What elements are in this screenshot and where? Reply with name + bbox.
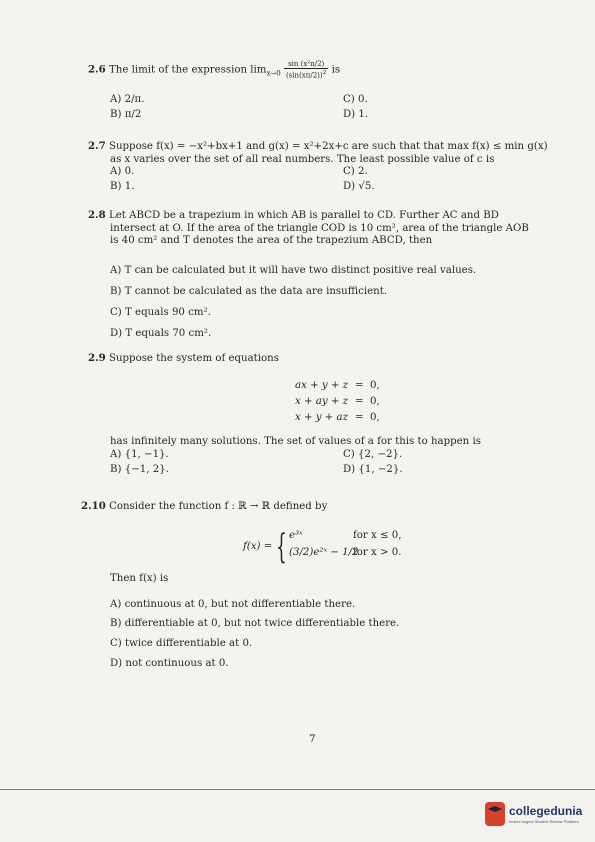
question-2-9-continued (88, 436, 558, 477)
page-number: 7 (309, 733, 316, 745)
question-text: Consider the function f : ℝ → ℝ defined by (109, 501, 328, 512)
limit-subscript: x→0 (266, 69, 281, 78)
case-1-expression: e³ˣ (289, 530, 303, 541)
question-2-7 (88, 140, 558, 194)
equation-system (275, 378, 385, 426)
option-a: A) {1, −1}. (110, 448, 169, 460)
option-b: B) π/2 (110, 109, 142, 120)
case-1-condition: for x ≤ 0, (353, 530, 402, 541)
option-b: B) {−1, 2}. (110, 463, 169, 475)
footer-divider (0, 789, 595, 790)
option-a: A) continuous at 0, but not differentiable there. (110, 599, 356, 610)
option-d: D) not continuous at 0. (110, 658, 229, 669)
option-b: B) 1. (110, 181, 135, 192)
question-number: 2.6 (88, 63, 106, 76)
question-text-end: is (331, 64, 341, 76)
question-number: 2.8 (88, 209, 106, 221)
question-number: 2.9 (88, 352, 106, 364)
option-c: C) T equals 90 cm². (110, 307, 211, 318)
brand-name: collegedunia (509, 804, 583, 818)
question-2-6 (88, 60, 558, 122)
graduation-cap-icon (485, 802, 505, 826)
function-lhs: f(x) = (243, 541, 273, 552)
question-text: Then f(x) is (110, 573, 169, 584)
question-text: has infinitely many solutions. The set of values of a for this to happen is (110, 436, 481, 447)
question-2-8 (88, 209, 558, 248)
equation-1: ax + y + z = 0, (295, 380, 380, 391)
question-2-9 (88, 352, 558, 366)
case-2-condition: for x > 0. (353, 547, 402, 558)
question-text-line: intersect at O. If the area of the triangle COD is 10 cm², area of the triangle AOB (110, 222, 529, 234)
brand-tagline: India's largest Student Review Platform (509, 819, 579, 824)
option-a: A) T can be calculated but it will have two distinct positive real values. (110, 265, 477, 276)
option-d: D) √5. (343, 181, 375, 192)
option-a: A) 0. (110, 166, 135, 177)
option-c: C) 0. (343, 94, 368, 105)
question-number: 2.7 (88, 140, 106, 152)
question-text-line: is 40 cm² and T denotes the area of the trapezium ABCD, then (110, 235, 433, 246)
options-row (88, 449, 558, 462)
option-d: D) {1, −2}. (343, 463, 403, 475)
option-c: C) 2. (343, 166, 368, 177)
option-a: A) 2/π. (110, 94, 145, 105)
option-b: B) differentiable at 0, but not twice differentiable there. (110, 618, 400, 629)
option-c: C) {2, −2}. (343, 448, 403, 460)
option-c: C) twice differentiable at 0. (110, 638, 253, 649)
options-row (88, 166, 558, 179)
option-d: D) T equals 70 cm². (110, 328, 212, 339)
question-text: The limit of the expression lim (108, 64, 267, 76)
options-row (88, 94, 558, 107)
denominator-exponent: 2 (322, 70, 327, 76)
fraction-numerator: sin (x²π/2) (284, 60, 328, 69)
brand-logo (485, 802, 585, 828)
question-text-line: Let ABCD be a trapezium in which AB is parallel to CD. Further AC and BD (108, 210, 499, 221)
equation-3: x + y + az = 0, (295, 412, 380, 423)
option-d: D) 1. (343, 109, 369, 120)
option-b: B) T cannot be calculated as the data are insufficient. (110, 286, 388, 297)
case-2-expression: (3/2)e²ˣ − 1/2 (289, 547, 359, 558)
options-row (88, 109, 558, 122)
options-row (88, 464, 558, 477)
equation-2: x + ay + z = 0, (295, 396, 380, 407)
fraction-denominator: (sin(xπ/2)) (286, 71, 323, 80)
question-text-line: Suppose f(x) = −x²+bx+1 and g(x) = x²+2x+c are such that that max f(x) ≤ min g(x) (108, 141, 548, 152)
left-brace: { (276, 527, 287, 567)
options-row (88, 181, 558, 194)
question-text-line: as x varies over the set of all real numbers. The least possible value of c is (110, 153, 495, 165)
limit-fraction (284, 60, 328, 79)
question-text: Suppose the system of equations (108, 353, 279, 364)
question-number: 2.10 (81, 500, 106, 512)
question-2-10 (81, 500, 551, 514)
